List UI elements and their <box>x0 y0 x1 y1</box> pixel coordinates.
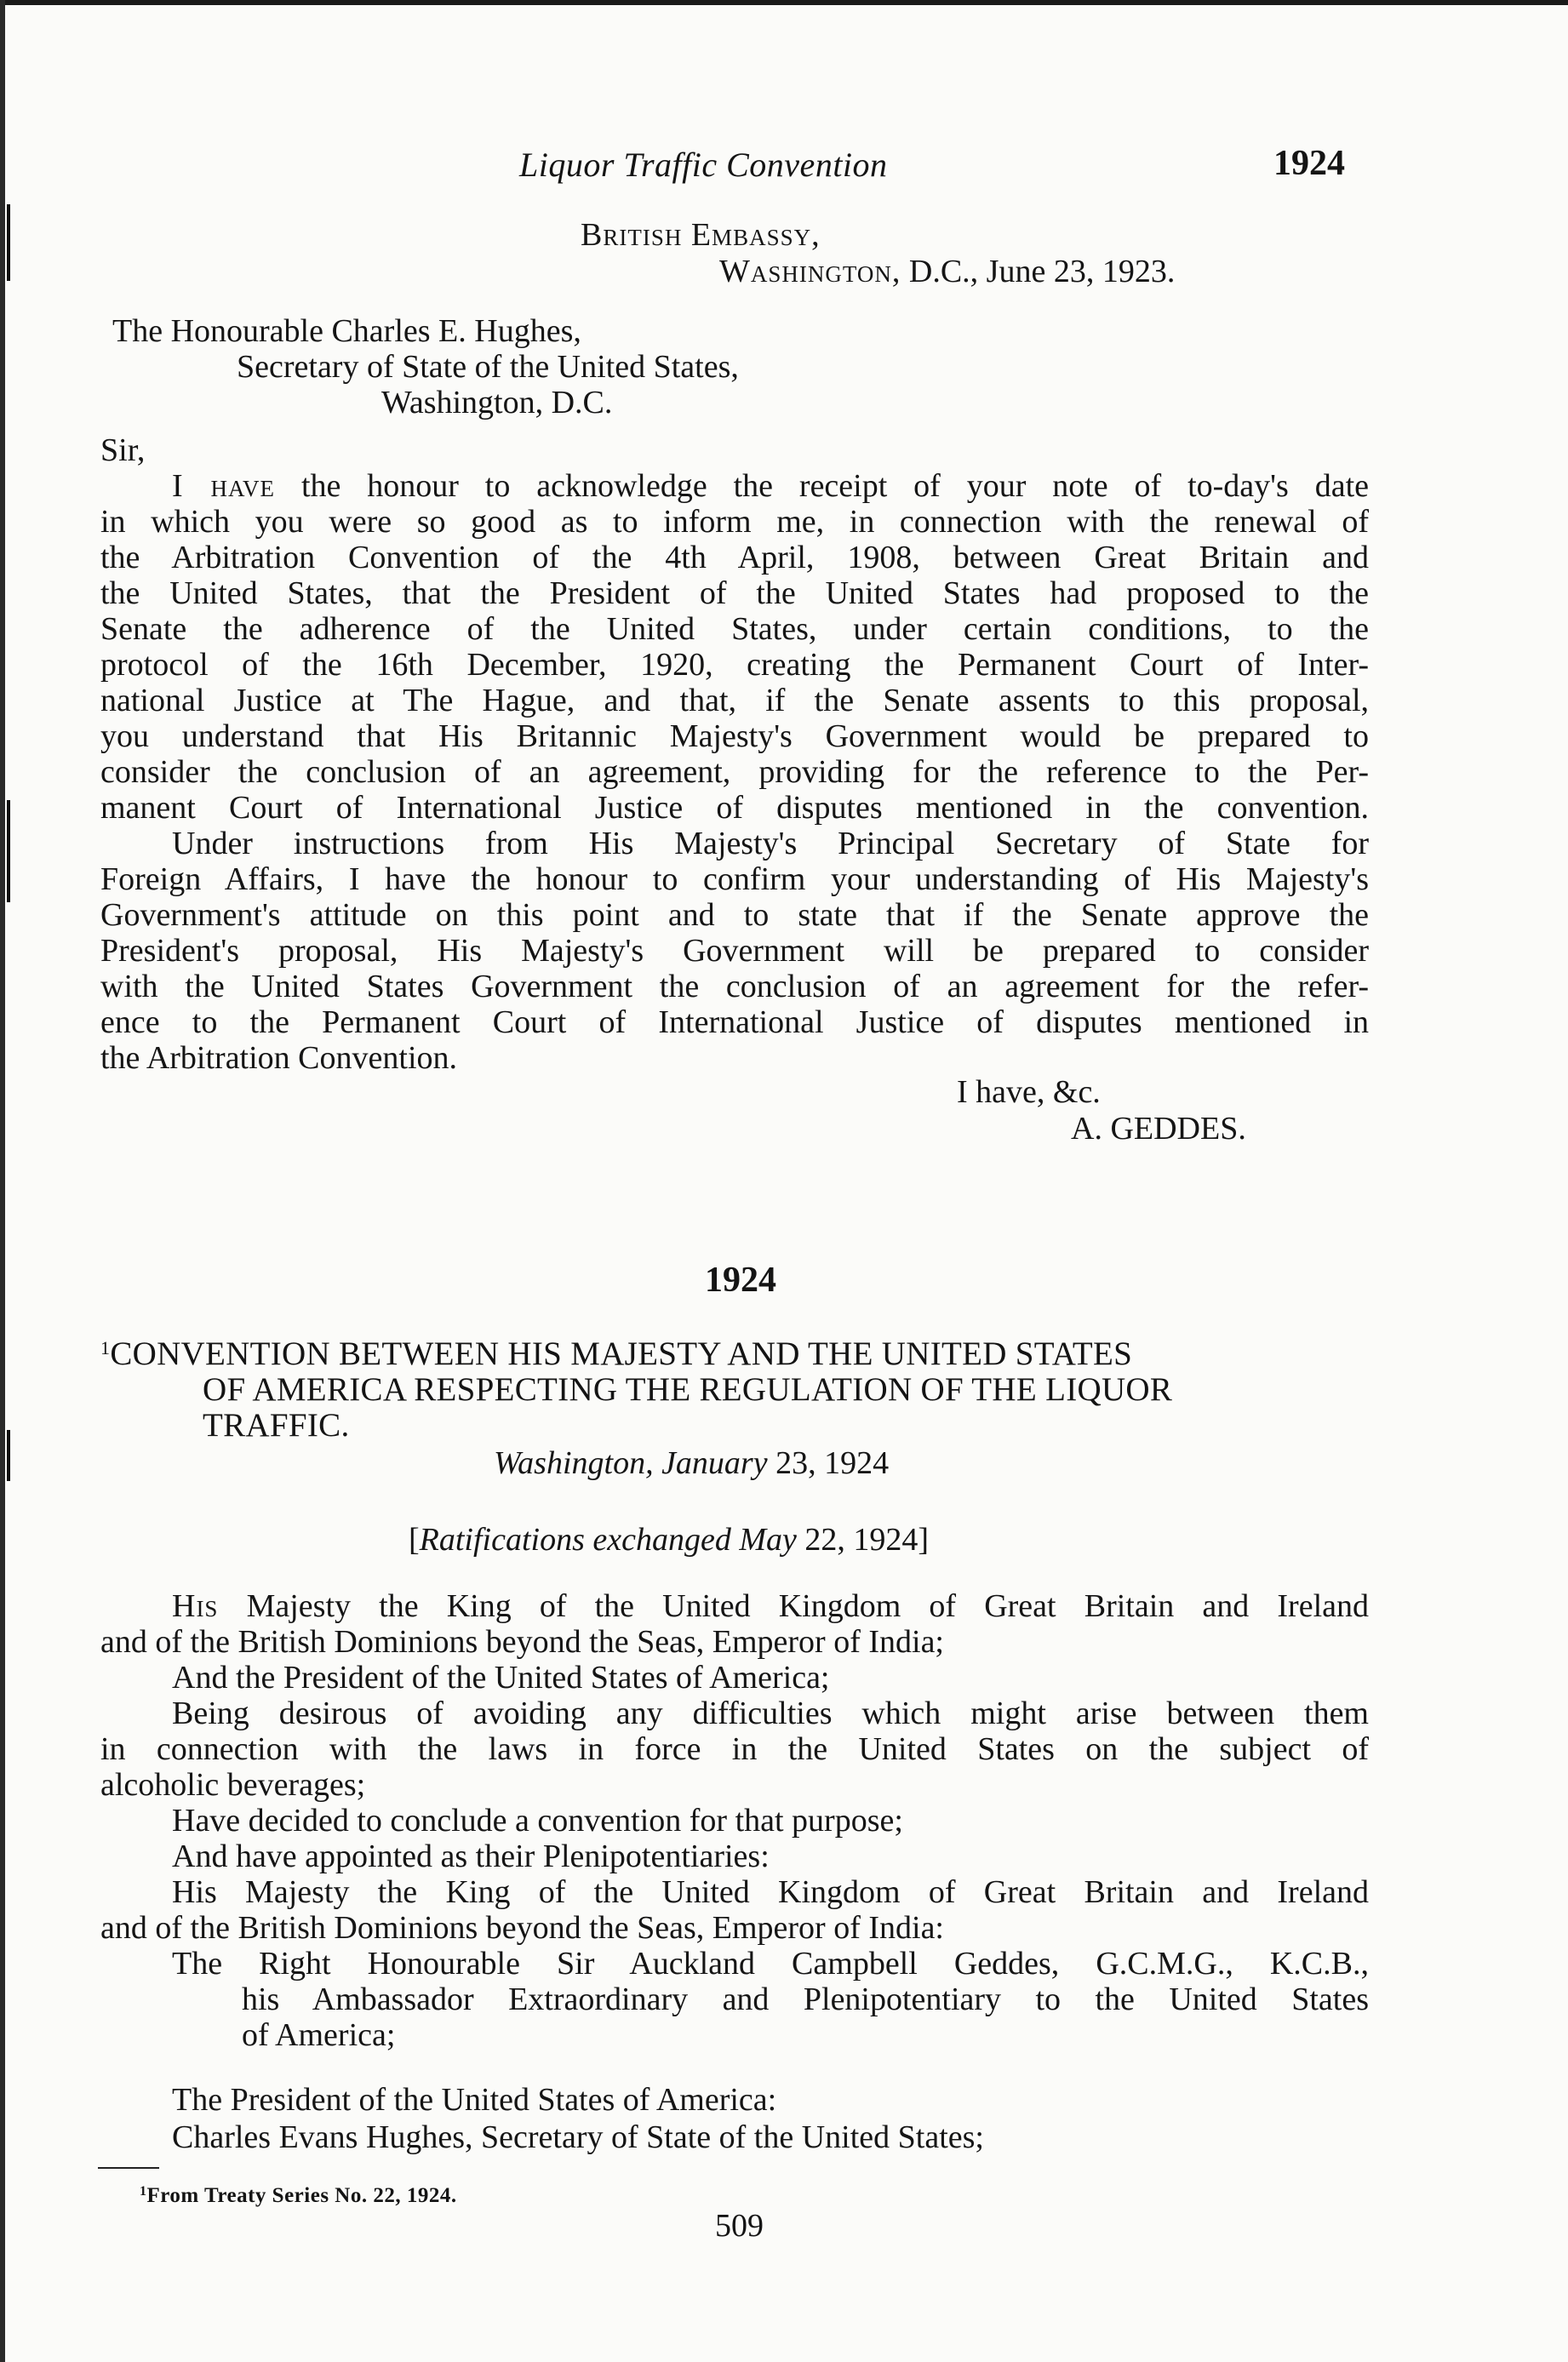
paragraph-line: national Justice at The Hague, and that, if the Senate assents to this proposal, <box>100 683 1369 718</box>
scan-edge-mark <box>7 204 10 281</box>
convention-place-date <box>494 1445 889 1481</box>
preamble-line: in connection with the laws in force in the United States on the subject of <box>100 1731 1369 1767</box>
footnote-marker: 1 <box>140 2184 147 2199</box>
paragraph-line: the Arbitration Convention of the 4th April, 1908, between Great Britain and <box>100 540 1369 575</box>
letter-paragraph-2 <box>100 826 1369 1076</box>
paragraph-line: you understand that His Britannic Majesty's Government would be prepared to <box>100 718 1369 754</box>
letter-closing: I have, &c. <box>957 1074 1101 1110</box>
scan-left-edge <box>0 0 5 2362</box>
paragraph-line: ence to the Permanent Court of International Justice of disputes mentioned in <box>100 1004 1369 1040</box>
sender-place: Washington, <box>719 254 901 289</box>
preamble-line: Being desirous of avoiding any difficulties which might arise between them <box>172 1696 1369 1731</box>
ratification-date: 22, 1924] <box>796 1522 930 1558</box>
paragraph-lead: I have <box>172 468 276 504</box>
addressee-line3: Washington, D.C. <box>381 385 613 420</box>
ratification-note <box>409 1522 929 1558</box>
running-header-year: 1924 <box>1273 144 1345 183</box>
paragraph-line <box>100 468 1369 504</box>
convention-title-text: CONVENTION BETWEEN HIS MAJESTY AND THE UNITED STATES <box>110 1335 1133 1372</box>
paragraph-line: in which you were so good as to inform me, in connection with the renewal of <box>100 504 1369 540</box>
addressee-line1: The Honourable Charles E. Hughes, <box>112 313 581 349</box>
footnote-rule <box>98 2167 159 2169</box>
preamble-line: Have decided to conclude a convention for that purpose; <box>172 1803 903 1839</box>
scan-edge-mark <box>7 800 10 902</box>
addressee-line2: Secretary of State of the United States, <box>237 349 739 385</box>
preamble-line: And have appointed as their Plenipotentiaries: <box>172 1839 770 1874</box>
preamble-line: of America; <box>242 2017 396 2053</box>
preamble-line: his Ambassador Extraordinary and Plenipotentiary to the United States <box>242 1982 1369 2017</box>
footnote <box>140 2184 457 2208</box>
preamble-line: alcoholic beverages; <box>100 1767 366 1803</box>
paragraph-line: protocol of the 16th December, 1920, creating the Permanent Court of Inter- <box>100 647 1369 683</box>
place-date-number: 23, 1924 <box>767 1445 890 1481</box>
paragraph-line: the United States, that the President of the United States had proposed to the <box>100 575 1369 611</box>
convention-title-line: OF AMERICA RESPECTING THE REGULATION OF THE LIQUOR <box>203 1371 1173 1408</box>
preamble-line: The President of the United States of America: <box>172 2082 777 2118</box>
preamble-line <box>100 1588 1369 1624</box>
scan-edge-mark <box>7 1430 10 1481</box>
preamble-line-text: Majesty the King of the United Kingdom of Great Britain and Ireland <box>218 1588 1369 1624</box>
page-number: 509 <box>715 2208 764 2244</box>
convention-title-line: TRAFFIC. <box>203 1407 350 1444</box>
salutation: Sir, <box>100 432 146 468</box>
letter-sender-line1 <box>581 217 821 253</box>
place-date-italic: Washington, January <box>494 1445 768 1481</box>
paragraph-line: manent Court of International Justice of disputes mentioned in the convention. <box>100 790 1369 826</box>
paragraph-line: consider the conclusion of an agreement, providing for the reference to the Per- <box>100 754 1369 790</box>
preamble-lead: His <box>172 1588 219 1624</box>
paragraph-line: President's proposal, His Majesty's Government will be prepared to consider <box>100 933 1369 969</box>
sender-date: D.C., June 23, 1923. <box>901 254 1176 289</box>
ratification-text: Ratifications exchanged May <box>419 1522 797 1558</box>
preamble-line: His Majesty the King of the United Kingdom of Great Britain and Ireland <box>172 1874 1369 1910</box>
paragraph-line: Government's attitude on this point and to state that if the Senate approve the <box>100 897 1369 933</box>
paragraph-line: Senate the adherence of the United States, under certain conditions, to the <box>100 611 1369 647</box>
ratification-bracket: [ <box>409 1522 420 1558</box>
letter-sender-line2 <box>719 254 1175 289</box>
scan-top-edge <box>0 0 1568 5</box>
paragraph-line: Foreign Affairs, I have the honour to confirm your understanding of His Majesty's <box>100 861 1369 897</box>
preamble-line: and of the British Dominions beyond the Seas, Emperor of India; <box>100 1624 944 1660</box>
preamble-block-1 <box>100 1588 1369 2053</box>
preamble-line: and of the British Dominions beyond the Seas, Emperor of India: <box>100 1910 944 1946</box>
convention-title <box>100 1330 1369 1444</box>
sender-embassy: British Embassy, <box>581 217 821 253</box>
running-header-title: Liquor Traffic Convention <box>519 146 888 184</box>
preamble-line: Charles Evans Hughes, Secretary of State of the United States; <box>172 2119 984 2155</box>
paragraph-line-text: the honour to acknowledge the receipt of your note of to-day's date <box>275 468 1369 504</box>
convention-title-line <box>100 1330 1369 1372</box>
letter-signature: A. GEDDES. <box>1071 1111 1246 1147</box>
convention-year-heading: 1924 <box>705 1261 776 1300</box>
preamble-line: The Right Honourable Sir Auckland Campbell Geddes, G.C.M.G., K.C.B., <box>172 1946 1369 1982</box>
letter-paragraph-1 <box>100 468 1369 826</box>
paragraph-line: Under instructions from His Majesty's Principal Secretary of State for <box>172 826 1369 861</box>
footnote-marker: 1 <box>100 1337 111 1358</box>
paragraph-line: the Arbitration Convention. <box>100 1040 458 1076</box>
footnote-text: From Treaty Series No. 22, 1924. <box>146 2184 457 2207</box>
paragraph-line: with the United States Government the conclusion of an agreement for the refer- <box>100 969 1369 1004</box>
preamble-line: And the President of the United States of America; <box>172 1660 830 1696</box>
